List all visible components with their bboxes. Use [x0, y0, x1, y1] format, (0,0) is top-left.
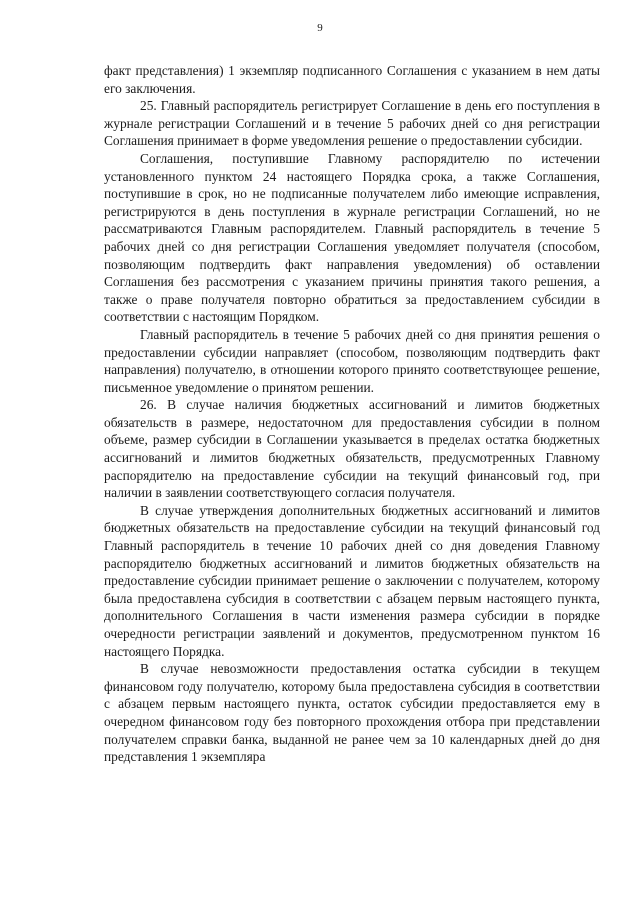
- document-body: [104, 62, 600, 766]
- paragraph-continuation: факт представления) 1 экземпляр подписанного Соглашения с указанием в нем даты его заключения.: [104, 63, 600, 96]
- page-number: 9: [317, 22, 323, 34]
- paragraph-clause-26: 26. В случае наличия бюджетных ассигнований и лимитов бюджетных обязательств в размере, недостаточном для предоставления субсидии в полном объеме, размер субсидии в Соглашении указывается в пределах остатка бюджетных ассигнований и лимитов бюджетных обязательств, предусмотренных Главному распорядителю на предоставление субсидии на текущий финансовый год, при наличии в заявлении соответствующего согласия получателя.: [104, 397, 600, 501]
- paragraph-notification: Главный распорядитель в течение 5 рабочих дней со дня принятия решения о предоставлении субсидии направляет (способом, позволяющим подтвердить факт направления) получателю, в отношении которого принято соответствующее решение, письменное уведомление о принятом решении.: [104, 326, 600, 395]
- paragraph-remaining-subsidy: В случае невозможности предоставления остатка субсидии в текущем финансовом году получателю, которому была предоставлена субсидия в соответствии с абзацем первым настоящего пункта, остаток субсидии предоставляется ему в очередном финансовом году без повторного прохождения отбора при представлении получателем справки банка, выданной не ранее чем за 10 календарных дней до дня представления 1 экземпляра: [104, 661, 600, 765]
- paragraph-additional-allocations: В случае утверждения дополнительных бюджетных ассигнований и лимитов бюджетных обязательств на предоставление субсидии на текущий финансовый год Главный распорядитель в течение 10 рабочих дней со дня доведения Главному распорядителю бюджетных ассигнований и лимитов бюджетных обязательств на предоставление субсидии принимает решение о заключении с получателем, которому была предоставлена субсидия в соответствии с абзацем первым настоящего пункта, дополнительного Соглашения в части изменения размера субсидии в порядке очередности регистрации заявлений и документов, предусмотренном пунктом 16 настоящего Порядка.: [104, 502, 600, 659]
- paragraph-late-agreements: Соглашения, поступившие Главному распорядителю по истечении установленного пунктом 24 настоящего Порядка срока, а также Соглашения, поступившие в срок, но не подписанные получателем либо имеющие исправления, регистрируются в день поступления в журнале регистрации Соглашений, но не рассматриваются Главным распорядителем. Главный распорядитель в течение 5 рабочих дней со дня регистрации Соглашения уведомляет получателя (способом, позволяющим подтвердить факт направления уведомления) об оставлении Соглашения без рассмотрения с указанием причины принятия такого решения, а также о праве получателя повторно обратиться за предоставлением субсидии в соответствии с настоящим Порядком.: [104, 150, 600, 325]
- paragraph-clause-25: 25. Главный распорядитель регистрирует Соглашение в день его поступления в журнале регистрации Соглашений и в течение 5 рабочих дней со дня регистрации Соглашения принимает в форме уведомления решение о предоставлении субсидии.: [104, 98, 600, 149]
